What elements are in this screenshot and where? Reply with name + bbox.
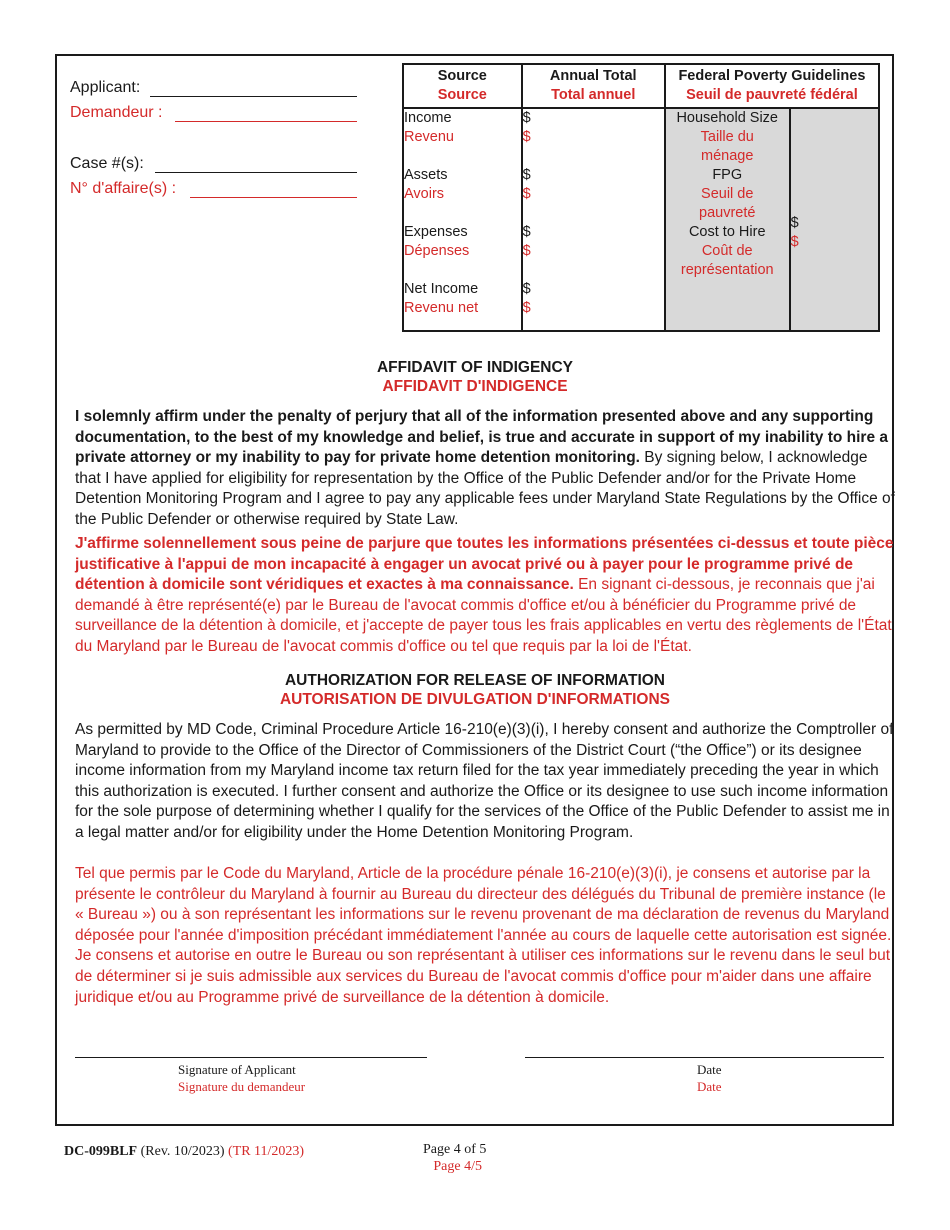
case-label: Case #(s): xyxy=(70,155,144,172)
form-id: DC-099BLF (Rev. 10/2023) (TR 11/2023) xyxy=(64,1144,305,1159)
header-source: Source Source xyxy=(403,64,522,108)
authorization-body-fr: Tel que permis par le Code du Maryland, Article de la procédure pénale 16-210(e)(3)(i), je consens et autorise par la présente le contrôleur du Maryland à fournir au Bureau du directeur des délégués du Tribunal de première instance (le « Bureau ») ou à son représentant les informations sur le revenu provenant de ma déclaration de revenus du Maryland déposée pour l'année d'imposition précédant immédiatement l'année au cours de laquelle cette autorisation est signée. Je consens et autorise en outre le Bureau ou son représentant à utiliser ces informations sur le revenu dans le seul but de déterminer si je suis admissible aux services du Bureau de l'avocat commis d'office pour m'aider dans une affaire juridique et/ou au Programme privé de surveillance de la détention à domicile. xyxy=(75,865,892,1006)
assets-amount[interactable]: $ xyxy=(522,167,531,183)
applicant-label-fr: Demandeur : xyxy=(70,104,163,121)
cost-to-hire-label: Cost to Hire xyxy=(688,224,766,240)
case-input[interactable] xyxy=(155,172,357,173)
financial-table xyxy=(402,63,880,332)
net-income-amount[interactable]: $ xyxy=(522,281,531,297)
annual-total-column[interactable]: $ $ $ $ $ $ $ $ xyxy=(522,108,665,331)
row-net-income: Net Income xyxy=(404,281,479,297)
date-line[interactable] xyxy=(525,1057,884,1058)
case-label-fr: N° d'affaire(s) : xyxy=(70,180,177,197)
cost-to-hire-amount[interactable]: $ xyxy=(790,215,799,231)
affidavit-body-fr: En signant ci-dessous, je reconnais que j'ai demandé à être représenté(e) par le Bureau de l'avocat commis d'office et/ou à bénéficier du Programme privé de surveillance de la détention à domicile, et j'accepte de payer tous les frais applicables en vertu des règlements de l'État du Maryland par le Bureau de l'avocat commis d'office ou tel que requis par la loi de l'État. xyxy=(75,576,892,655)
page-number: Page 4 of 5 Page 4/5 xyxy=(423,1142,487,1174)
expenses-amount[interactable]: $ xyxy=(522,224,531,240)
applicant-label: Applicant: xyxy=(70,79,141,96)
household-size-label: Household Size xyxy=(676,110,779,126)
row-expenses: Expenses xyxy=(404,224,468,240)
row-assets: Assets xyxy=(404,167,448,183)
row-income: Income xyxy=(404,110,452,126)
applicant-signature-line[interactable] xyxy=(75,1057,427,1058)
table-body-row xyxy=(403,108,879,331)
authorization-body-en: As permitted by MD Code, Criminal Procedure Article 16-210(e)(3)(i), I hereby consent and authorize the Comptroller of Maryland to provide to the Office of the Director of Commissioners of the District Court (“the Office”) or its designee income information from my Maryland income tax return filed for the tax year immediately preceding the year in which this authorization is executed. I further consent and authorize the Office or its designee to use such income information for the sole purpose of determining whether I qualify for the services of the Office of the Public Defender to assist me in a legal matter and/or for eligibility under the Home Detention Monitoring Program. xyxy=(75,721,894,841)
affidavit-en xyxy=(75,407,895,531)
affidavit-oath-en: I solemnly affirm under the penalty of perjury that all of the information presented above and any supporting documentation, to the best of my knowledge and belief, is true and accurate in support of my inability to hire a private attorney or my inability to pay for private home detention monitoring. xyxy=(75,408,889,467)
table-header-row xyxy=(403,64,879,108)
applicant-input[interactable] xyxy=(150,96,357,97)
affidavit-oath-fr: J'affirme solennellement sous peine de parjure que toutes les informations présentées ci-dessus et toute pièce justificative à l'appui de mon incapacité à engager un avocat privé ou à payer pour le programme privé de détention à domicile sont véridiques et exactes à ma connaissance. xyxy=(75,535,894,594)
authorization-title: AUTHORIZATION FOR RELEASE OF INFORMATION AUTORISATION DE DIVULGATION D'INFORMATIONS xyxy=(279,672,671,708)
signature-applicant-label: Signature of Applicant Signature du demandeur xyxy=(178,1062,306,1094)
affidavit-body-en: By signing below, I acknowledge that I have applied for eligibility for representation by the Office of the Public Defender and/or for the Private Home Detention Monitoring Program and I agree to pay any applicable fees under Maryland State Regulations by the Office of the Public Defender or otherwise required by State Law. xyxy=(75,449,895,528)
case-input-fr-line xyxy=(190,197,357,198)
header-fpg: Federal Poverty Guidelines Seuil de pauvreté fédéral xyxy=(665,64,879,108)
signature-date-label: Date Date xyxy=(697,1062,722,1094)
applicant-input-fr-line xyxy=(175,121,357,122)
income-amount[interactable]: $ xyxy=(522,110,531,126)
fpg-label: FPG xyxy=(712,167,743,183)
fpg-values-column[interactable]: $ $ xyxy=(790,108,879,331)
affidavit-fr xyxy=(75,534,895,658)
source-column: Income Revenu Assets Avoirs Expenses Dépenses Net Income Revenu net xyxy=(403,108,522,331)
fpg-labels-column: Household Size Taille du ménage FPG Seuil de pauvreté Cost to Hire Coût de représentation xyxy=(665,108,790,331)
affidavit-title: AFFIDAVIT OF INDIGENCY AFFIDAVIT D'INDIGENCE xyxy=(376,359,574,395)
header-annual-total: Annual Total Total annuel xyxy=(522,64,665,108)
